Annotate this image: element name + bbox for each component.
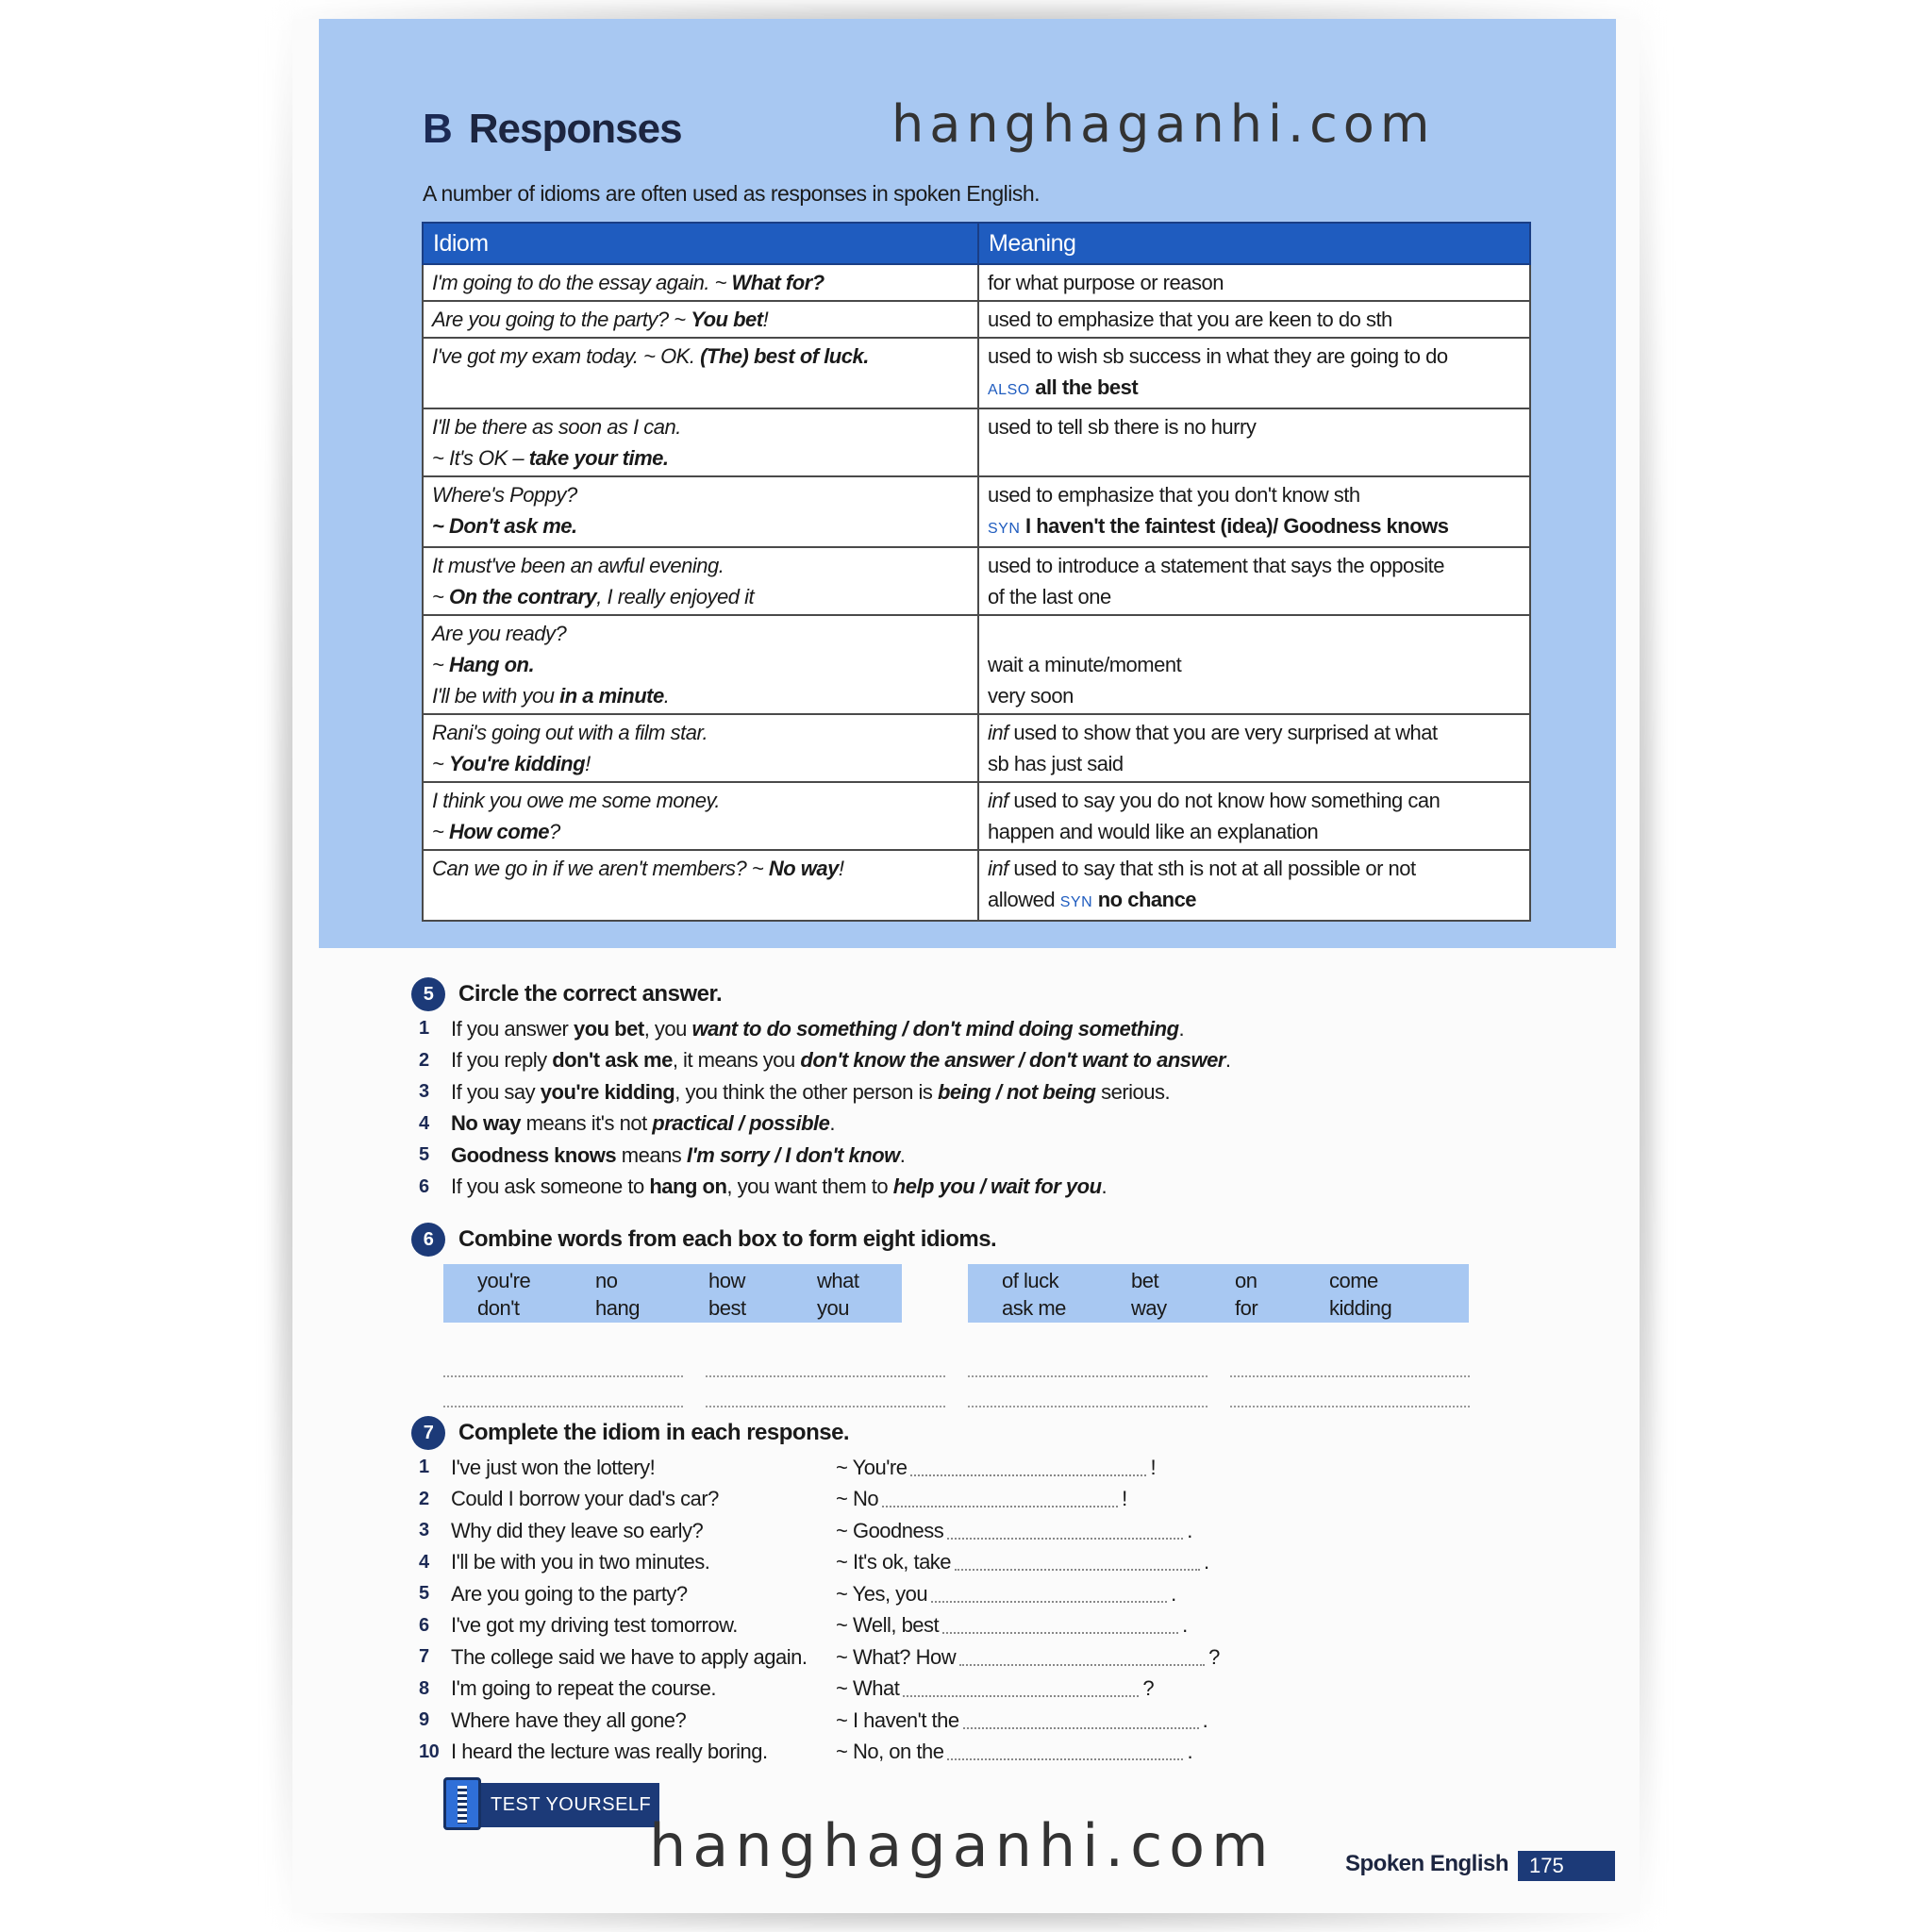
item-prompt: The college said we have to apply again.: [451, 1644, 808, 1669]
exercise-heading: Circle the correct answer.: [458, 981, 723, 1007]
table-row: [423, 714, 1530, 782]
text-segment: It must've been an awful evening.: [432, 554, 724, 577]
item-number: 6: [419, 1175, 429, 1197]
text-segment: .: [829, 1111, 835, 1136]
cell-line: [432, 267, 969, 298]
item-number: 5: [419, 1144, 429, 1166]
table-row: [423, 264, 1530, 301]
response-end: !: [1122, 1487, 1127, 1511]
item-response: [836, 1550, 1209, 1574]
cell-idiom: [423, 301, 978, 338]
cell-line: [988, 816, 1521, 847]
table-row: [423, 547, 1530, 615]
cell-line: [432, 618, 969, 649]
text-segment: no chance: [1092, 888, 1197, 911]
answer-blank[interactable]: [963, 1712, 1199, 1729]
text-segment: used to introduce a statement that says the opposite: [988, 554, 1444, 577]
text-segment: , I really enjoyed it: [596, 585, 755, 608]
text-segment: ~: [432, 653, 449, 676]
table-row: [423, 782, 1530, 850]
intro-text: A number of idioms are often used as responses in spoken English.: [423, 181, 1041, 206]
response-prefix: ~ No: [836, 1487, 879, 1511]
item-prompt: I've got my driving test tomorrow.: [451, 1613, 738, 1638]
item-number: 8: [419, 1677, 429, 1699]
item-text: [451, 1048, 1231, 1073]
exercise-number-badge: 5: [411, 977, 445, 1011]
text-segment: serious.: [1095, 1079, 1171, 1104]
cell-idiom: [423, 714, 978, 782]
item-prompt: Where have they all gone?: [451, 1707, 687, 1732]
cell-line: [988, 372, 1521, 406]
cell-line: [988, 581, 1521, 612]
exercise-item: [411, 1578, 1543, 1610]
text-segment: sb has just said: [988, 752, 1124, 775]
item-response: [836, 1740, 1192, 1764]
text-segment: happen and would like an explanation: [988, 820, 1319, 843]
text-segment: Are you going to the party? ~: [432, 308, 691, 331]
item-prompt: Are you going to the party?: [451, 1581, 688, 1606]
answer-line[interactable]: [443, 1406, 683, 1407]
response-end: .: [1204, 1550, 1209, 1574]
item-text: [451, 1143, 905, 1168]
text-segment: used to tell sb there is no hurry: [988, 415, 1257, 439]
table-row: [423, 615, 1530, 714]
response-prefix: ~ It's ok, take: [836, 1550, 952, 1574]
text-segment: I'm going to do the essay again. ~: [432, 271, 732, 294]
word: what: [817, 1269, 859, 1292]
item-prompt: I heard the lecture was really boring.: [451, 1740, 768, 1764]
word: kidding: [1329, 1296, 1392, 1320]
exercise-heading: Complete the idiom in each response.: [458, 1420, 850, 1445]
word: bet: [1131, 1269, 1159, 1292]
text-segment: !: [585, 752, 591, 775]
text-segment: ~: [432, 820, 449, 843]
response-prefix: ~ Well, best: [836, 1613, 940, 1638]
cell-line: [988, 680, 1521, 711]
text-segment: means it's not: [521, 1111, 653, 1136]
exercise-item[interactable]: [411, 1172, 1231, 1204]
exercise-heading: Combine words from each box to form eight idioms.: [458, 1226, 997, 1252]
text-segment: , you want them to: [726, 1174, 893, 1199]
response-end: ?: [1142, 1676, 1155, 1701]
cell-meaning: [978, 782, 1530, 850]
item-number: 2: [419, 1049, 429, 1071]
response-end: .: [1171, 1581, 1176, 1606]
item-text: [451, 1080, 1170, 1105]
text-segment: Are you ready?: [432, 622, 567, 645]
response-end: .: [1187, 1518, 1192, 1542]
item-number: 2: [419, 1488, 429, 1509]
answer-line[interactable]: [706, 1406, 945, 1407]
item-number: 10: [419, 1740, 440, 1762]
answer-blank[interactable]: [947, 1743, 1183, 1760]
text-segment: inf: [988, 721, 1008, 744]
book-page: [292, 19, 1640, 1913]
cell-line: [432, 785, 969, 816]
response-prefix: ~ I haven't the: [836, 1707, 959, 1732]
word: you: [817, 1296, 849, 1320]
cell-line: [988, 479, 1521, 510]
cell-line: [988, 649, 1521, 680]
item-text: [451, 1111, 835, 1136]
text-segment: .: [1224, 1048, 1231, 1073]
cell-meaning: [978, 264, 1530, 301]
text-segment: ~: [432, 585, 449, 608]
exercise-item: [411, 1547, 1543, 1579]
cell-line: [988, 341, 1521, 372]
item-response: [836, 1487, 1127, 1511]
text-segment: No way: [451, 1111, 522, 1136]
response-prefix: ~ No, on the: [836, 1740, 944, 1764]
cell-idiom: [423, 338, 978, 408]
exercise-item[interactable]: [411, 1076, 1231, 1108]
text-segment: want to do something / don't mind doing something: [691, 1016, 1179, 1041]
text-segment: .: [1178, 1016, 1185, 1041]
cell-line: [988, 748, 1521, 779]
text-segment: , you: [643, 1016, 692, 1041]
cell-idiom: [423, 615, 978, 714]
item-response: [836, 1519, 1192, 1543]
item-prompt: Could I borrow your dad's car?: [451, 1487, 719, 1511]
table-row: [423, 338, 1530, 408]
response-end: .: [1202, 1707, 1208, 1732]
exercise-5: [411, 977, 1231, 1203]
cell-line: [988, 618, 1521, 649]
cell-line: [432, 411, 969, 442]
exercise-number-badge: 6: [411, 1223, 445, 1257]
cell-meaning: [978, 850, 1530, 921]
text-segment: practical / possible: [652, 1111, 830, 1136]
response-end: ?: [1208, 1644, 1220, 1669]
text-segment: in a minute: [559, 684, 664, 708]
text-segment: I'll be with you: [432, 684, 560, 708]
response-prefix: ~ What? How: [836, 1644, 957, 1669]
cell-line: [432, 479, 969, 510]
text-segment: used to say you do not know how something can: [1008, 789, 1441, 812]
table-row: [423, 476, 1530, 547]
text-segment: On the contrary: [448, 585, 597, 608]
word: how: [708, 1269, 745, 1292]
word-box-2: [968, 1264, 1469, 1323]
text-segment: ~ Don't ask me.: [432, 514, 577, 538]
text-segment: Rani's going out with a film star.: [432, 721, 708, 744]
item-number: 1: [419, 1457, 429, 1478]
item-response: [836, 1456, 1156, 1480]
text-segment: If you answer: [451, 1016, 574, 1041]
answer-blank[interactable]: [882, 1491, 1118, 1507]
exercise-item: [411, 1452, 1543, 1484]
text-segment: You're kidding: [448, 752, 586, 775]
text-segment: for what purpose or reason: [988, 271, 1224, 294]
cell-meaning: [978, 408, 1530, 476]
cell-line: [988, 267, 1521, 298]
exercise-number-badge: 7: [411, 1416, 445, 1450]
text-segment: , it means you: [672, 1048, 801, 1073]
item-number: 1: [419, 1018, 429, 1040]
text-segment: all the best: [1029, 375, 1139, 399]
cell-line: [432, 649, 969, 680]
cell-line: [432, 816, 969, 847]
item-number: 7: [419, 1646, 429, 1668]
word: come: [1329, 1269, 1378, 1292]
item-number: 3: [419, 1081, 429, 1103]
text-segment: ALSO: [988, 382, 1030, 398]
text-segment: ?: [549, 820, 560, 843]
cell-idiom: [423, 782, 978, 850]
text-segment: of the last one: [988, 585, 1111, 608]
word: hang: [595, 1296, 640, 1320]
table-row: [423, 850, 1530, 921]
test-yourself-badge[interactable]: [443, 1783, 659, 1827]
exercise-7: [411, 1416, 1543, 1768]
page-number: 175: [1518, 1851, 1615, 1881]
exercise-item: [411, 1705, 1543, 1737]
text-segment: being / not being: [937, 1079, 1096, 1104]
exercise-item: [411, 1674, 1543, 1706]
exercise-item[interactable]: [411, 1013, 1231, 1045]
response-end: !: [1150, 1455, 1157, 1479]
text-segment: Where's Poppy?: [432, 483, 577, 507]
text-segment: Can we go in if we aren't members? ~: [432, 857, 769, 880]
text-segment: .: [1101, 1174, 1108, 1199]
word: on: [1235, 1269, 1257, 1292]
cell-line: [432, 748, 969, 779]
table-header: [423, 223, 1530, 264]
cell-line: [988, 411, 1521, 442]
exercise-item: [411, 1737, 1543, 1769]
exercise-item: [411, 1641, 1543, 1674]
exercise-item[interactable]: [411, 1045, 1231, 1077]
item-response: [836, 1708, 1208, 1733]
text-segment: Hang on.: [448, 653, 535, 676]
text-segment: used to show that you are very surprised at what: [1008, 721, 1438, 744]
item-prompt: I'll be with you in two minutes.: [451, 1550, 710, 1574]
section-letter: B: [423, 106, 452, 152]
cell-line: [988, 550, 1521, 581]
item-number: 4: [419, 1551, 429, 1573]
response-prefix: ~ You're: [836, 1455, 908, 1479]
word: don't: [477, 1296, 520, 1320]
exercise-item: [411, 1610, 1543, 1642]
item-prompt: I'm going to repeat the course.: [451, 1676, 716, 1701]
watermark-bottom: hanghaganhi.com: [649, 1811, 1275, 1880]
answer-blank[interactable]: [903, 1680, 1139, 1697]
footer-section: Spoken English: [1345, 1851, 1509, 1876]
idiom-table: [422, 222, 1531, 922]
text-segment: used to say that sth is not at all possible or not: [1008, 857, 1416, 880]
watermark-top: hanghaganhi.com: [891, 94, 1436, 154]
text-segment: I've got my exam today. ~ OK.: [432, 344, 701, 368]
word: way: [1131, 1296, 1167, 1320]
word: no: [595, 1269, 618, 1292]
table-row: [423, 301, 1530, 338]
response-end: .: [1182, 1613, 1188, 1638]
cell-idiom: [423, 264, 978, 301]
item-text: [451, 1017, 1184, 1041]
text-segment: If you ask someone to: [451, 1174, 650, 1199]
text-segment: you're kidding: [540, 1079, 675, 1104]
item-response: [836, 1676, 1154, 1701]
answer-line[interactable]: [968, 1375, 1208, 1377]
answer-blank[interactable]: [947, 1523, 1183, 1540]
cell-idiom: [423, 547, 978, 615]
text-segment: I'm sorry / I don't know: [686, 1142, 900, 1167]
cell-line: [432, 717, 969, 748]
cell-line: [432, 304, 969, 335]
section-title-text: Responses: [468, 106, 682, 152]
text-segment: ~ It's OK –: [432, 446, 529, 470]
text-segment: No way: [768, 857, 839, 880]
item-number: 4: [419, 1112, 429, 1134]
cell-meaning: [978, 714, 1530, 782]
item-number: 6: [419, 1614, 429, 1636]
item-text: [451, 1174, 1107, 1199]
word: ask me: [1002, 1296, 1066, 1320]
cell-line: [432, 341, 969, 372]
cell-line: [432, 581, 969, 612]
text-segment: don't know the answer / don't want to answer: [800, 1048, 1225, 1073]
item-prompt: Why did they leave so early?: [451, 1518, 704, 1542]
cell-line: [988, 717, 1521, 748]
text-segment: inf: [988, 857, 1008, 880]
text-segment: !: [762, 308, 769, 331]
answer-line[interactable]: [968, 1406, 1208, 1407]
text-segment: used to emphasize that you don't know sth: [988, 483, 1360, 507]
cell-line: [988, 510, 1521, 544]
exercise-item: [411, 1484, 1543, 1516]
text-segment: wait a minute/moment: [988, 653, 1182, 676]
item-number: 9: [419, 1709, 429, 1731]
cell-meaning: [978, 301, 1530, 338]
word: for: [1235, 1296, 1258, 1320]
col-meaning: Meaning: [978, 223, 1530, 264]
answer-blank[interactable]: [955, 1554, 1200, 1571]
answer-line[interactable]: [1230, 1375, 1470, 1377]
text-segment: help you / wait for you: [892, 1174, 1102, 1199]
answer-blank[interactable]: [942, 1617, 1178, 1634]
item-response: [836, 1582, 1176, 1607]
word: of luck: [1002, 1269, 1059, 1292]
text-segment: you bet: [573, 1016, 644, 1041]
text-segment: !: [838, 857, 844, 880]
section-title: [423, 106, 682, 153]
text-segment: I haven't the faintest (idea)/ Goodness knows: [1020, 514, 1449, 538]
item-response: [836, 1645, 1220, 1670]
text-segment: allowed: [988, 888, 1060, 911]
word-box-1: [443, 1264, 902, 1323]
cell-meaning: [978, 547, 1530, 615]
cell-line: [988, 884, 1521, 918]
item-number: 3: [419, 1520, 429, 1541]
cell-idiom: [423, 408, 978, 476]
text-segment: I'll be there as soon as I can.: [432, 415, 681, 439]
text-segment: If you reply: [451, 1048, 553, 1073]
cell-line: [988, 304, 1521, 335]
text-segment: I think you owe me some money.: [432, 789, 720, 812]
answer-blank[interactable]: [910, 1459, 1146, 1476]
table-row: [423, 408, 1530, 476]
answer-blank[interactable]: [959, 1649, 1205, 1666]
text-segment: .: [663, 684, 670, 708]
cell-line: [988, 853, 1521, 884]
text-segment: What for?: [731, 271, 824, 294]
text-segment: used to wish sb success in what they are going to do: [988, 344, 1448, 368]
cell-line: [432, 442, 969, 474]
text-segment: used to emphasize that you are keen to do sth: [988, 308, 1392, 331]
cell-idiom: [423, 850, 978, 921]
cell-line: [432, 853, 969, 884]
text-segment: inf: [988, 789, 1008, 812]
response-prefix: ~ Yes, you: [836, 1581, 928, 1606]
text-segment: don't ask me: [552, 1048, 673, 1073]
text-segment: means: [616, 1142, 687, 1167]
exercise-item[interactable]: [411, 1108, 1231, 1141]
cell-line: [988, 785, 1521, 816]
answer-line[interactable]: [706, 1375, 945, 1377]
response-prefix: ~ Goodness: [836, 1518, 944, 1542]
item-response: [836, 1613, 1188, 1638]
responses-panel: [319, 19, 1616, 948]
item-prompt: I've just won the lottery!: [451, 1455, 656, 1479]
text-segment: SYN: [1059, 894, 1093, 910]
text-segment: , you think the other person is: [675, 1079, 938, 1104]
cell-idiom: [423, 476, 978, 547]
text-segment: SYN: [988, 521, 1021, 537]
word: you're: [477, 1269, 531, 1292]
item-number: 5: [419, 1583, 429, 1605]
col-idiom: Idiom: [423, 223, 978, 264]
response-end: .: [1187, 1740, 1193, 1764]
exercise-item: [411, 1515, 1543, 1547]
test-yourself-label: TEST YOURSELF: [491, 1794, 652, 1815]
response-prefix: ~ What: [836, 1676, 900, 1701]
text-segment: .: [899, 1142, 906, 1167]
text-segment: How come: [448, 820, 549, 843]
text-segment: very soon: [988, 684, 1074, 708]
text-segment: You bet: [691, 308, 763, 331]
text-segment: If you say: [451, 1079, 541, 1104]
cell-meaning: [978, 338, 1530, 408]
answer-blank[interactable]: [931, 1586, 1167, 1603]
text-segment: hang on: [649, 1174, 727, 1199]
text-segment: (The) best of luck.: [700, 344, 869, 368]
text-segment: ~: [432, 752, 449, 775]
word: best: [708, 1296, 746, 1320]
cell-line: [432, 550, 969, 581]
text-segment: take your time.: [528, 446, 669, 470]
text-segment: Goodness knows: [451, 1142, 617, 1167]
answer-line[interactable]: [1230, 1406, 1470, 1407]
exercise-6: [411, 1223, 1496, 1411]
cell-meaning: [978, 476, 1530, 547]
cell-line: [432, 510, 969, 541]
cell-line: [432, 680, 969, 711]
cell-meaning: [978, 615, 1530, 714]
answer-line[interactable]: [443, 1375, 683, 1377]
book-icon: [443, 1777, 481, 1830]
exercise-item[interactable]: [411, 1140, 1231, 1172]
